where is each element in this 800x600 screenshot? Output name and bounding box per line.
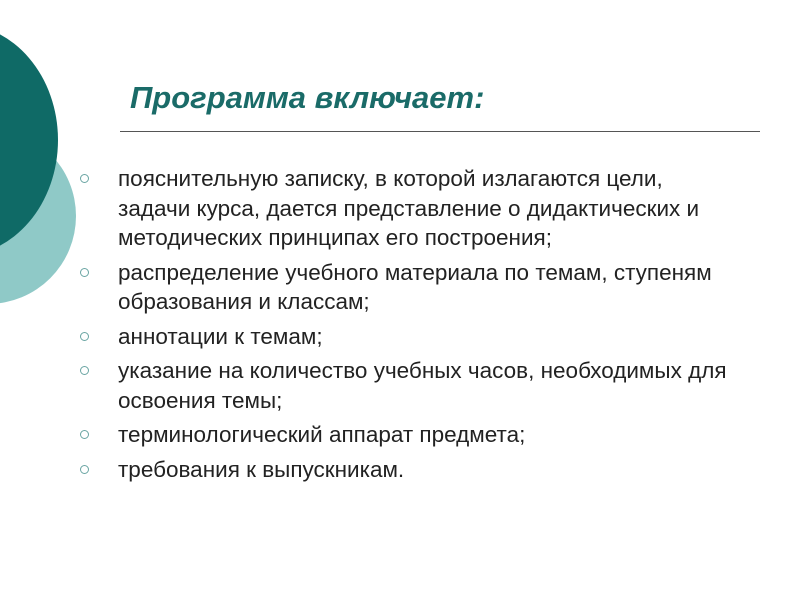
list-item-text: пояснительную записку, в которой излагаются цели, задачи курса, дается представление о дидактических и методических принципах его построения; [118,166,700,250]
slide-title: Программа включает: [130,80,485,115]
list-item [80,420,740,450]
list-item [80,356,740,415]
list-item-text: указание на количество учебных часов, необходимых для освоения темы; [118,358,727,413]
list-item [80,322,740,352]
bullet-circle-icon [80,268,89,277]
list-item-text: аннотации к темам; [118,323,323,349]
list-item-text: распределение учебного материала по темам, ступеням образования и классам; [118,259,712,314]
bullet-circle-icon [80,366,89,375]
bullet-circle-icon [80,465,89,474]
list-item [80,258,740,317]
title-divider [120,131,760,132]
list-item-text: требования к выпускникам. [118,456,405,482]
bullet-circle-icon [80,430,89,439]
list-item [80,164,740,253]
bullet-list [80,164,740,489]
list-item-text: терминологический аппарат предмета; [118,422,526,447]
list-item [80,455,740,485]
bullet-circle-icon [80,174,89,183]
bullet-circle-icon [80,332,89,341]
